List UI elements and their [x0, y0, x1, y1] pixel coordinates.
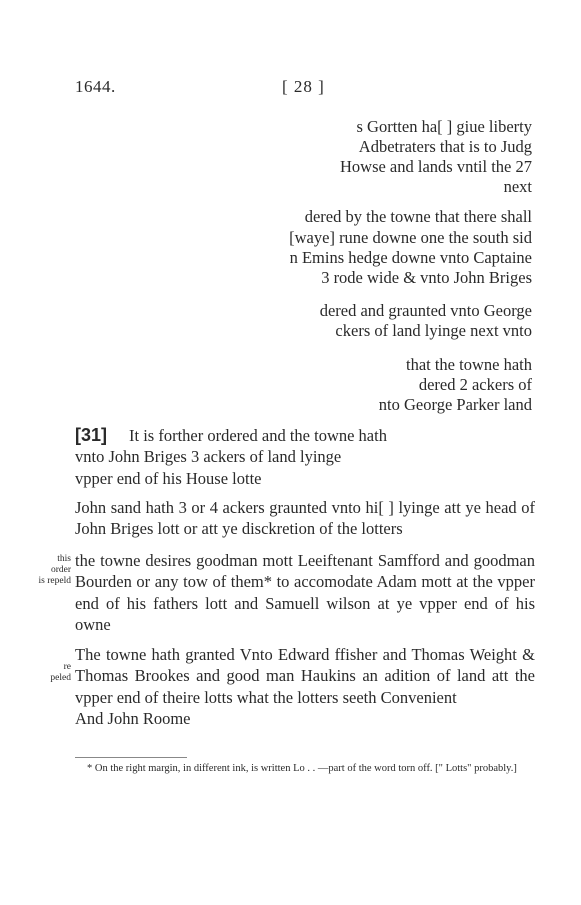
fragment-2-line-1: dered by the towne that there shall	[304, 207, 532, 226]
margin-note-repeld	[39, 554, 71, 587]
paragraph-towne-granted	[75, 644, 535, 730]
footnote-rule	[75, 757, 187, 758]
fragment-3-line-1: dered and graunted vnto George	[319, 301, 532, 320]
margin-note-repeled	[50, 662, 71, 684]
fragment-4-line-2: dered 2 ackers of	[418, 375, 532, 394]
paragraph-31	[75, 425, 535, 489]
margin-note-repeled-line-1: re	[63, 662, 71, 672]
paragraph-towne-desires-text: the towne desires goodman mott Leeiftenant Samfford and goodman Bourden or any tow of them* to accomodate Adam mott at the vpper end of his fathers lott and Samuell wilson at ye vpper end of his owne	[75, 551, 535, 635]
margin-note-repeld-line-2: order	[50, 565, 71, 575]
fragment-2-line-4: 3 rode wide & vnto John Briges	[321, 268, 532, 287]
paragraph-31-text-1: It is forther ordered and the towne hath	[129, 426, 387, 445]
page-number: [ 28 ]	[282, 77, 325, 96]
fragment-4-line-1: that the towne hath	[405, 355, 532, 374]
paragraph-31-line-3: vpper end of his House lotte	[75, 468, 262, 488]
paragraph-towne-granted-text: The towne hath granted Vnto Edward ffisher and Thomas Weight & Thomas Brookes and good man Haukins an adition of land att the vpper end of theire lotts what the lotters seeth Convenient	[75, 645, 535, 707]
fragment-1-line-2: Adbetraters that is to Judg	[358, 137, 532, 156]
fragment-1-line-4: next	[503, 177, 532, 196]
margin-note-repeld-line-3: is repeld	[38, 576, 71, 586]
page-year: 1644.	[75, 77, 116, 96]
paragraph-john-sand	[75, 497, 535, 540]
margin-note-repeled-line-2: peled	[50, 673, 71, 683]
fragment-4-line-3: nto George Parker land	[378, 395, 532, 414]
fragment-1-line-1: s Gortten ha[ ] giue liberty	[356, 117, 532, 136]
paragraph-towne-desires	[75, 550, 535, 636]
paragraph-31-line-1	[75, 425, 535, 446]
paragraph-john-sand-text: John sand hath 3 or 4 ackers graunted vnto hi[ ] lyinge att ye head of John Briges lott or att ye disckretion of the lotters	[75, 498, 535, 539]
entry-number-31: [31]	[75, 425, 108, 445]
fragment-2-line-3: n Emins hedge downe vnto Captaine	[289, 248, 532, 267]
paragraph-towne-granted-extra: And John Roome	[75, 709, 191, 729]
fragment-2-line-2: [waye] rune downe one the south sid	[289, 228, 532, 247]
paragraph-31-line-2: vnto John Briges 3 ackers of land lyinge	[75, 447, 342, 467]
footnote	[75, 762, 535, 776]
margin-note-repeld-line-1: this	[57, 554, 71, 564]
footnote-text: * On the right margin, in different ink, is written Lo . . —part of the word torn off. [" Lotts" probably.]	[87, 763, 517, 774]
fragment-1-line-3: Howse and lands vntil the 27	[339, 157, 532, 176]
fragment-3-line-2: ckers of land lyinge next vnto	[335, 321, 532, 340]
